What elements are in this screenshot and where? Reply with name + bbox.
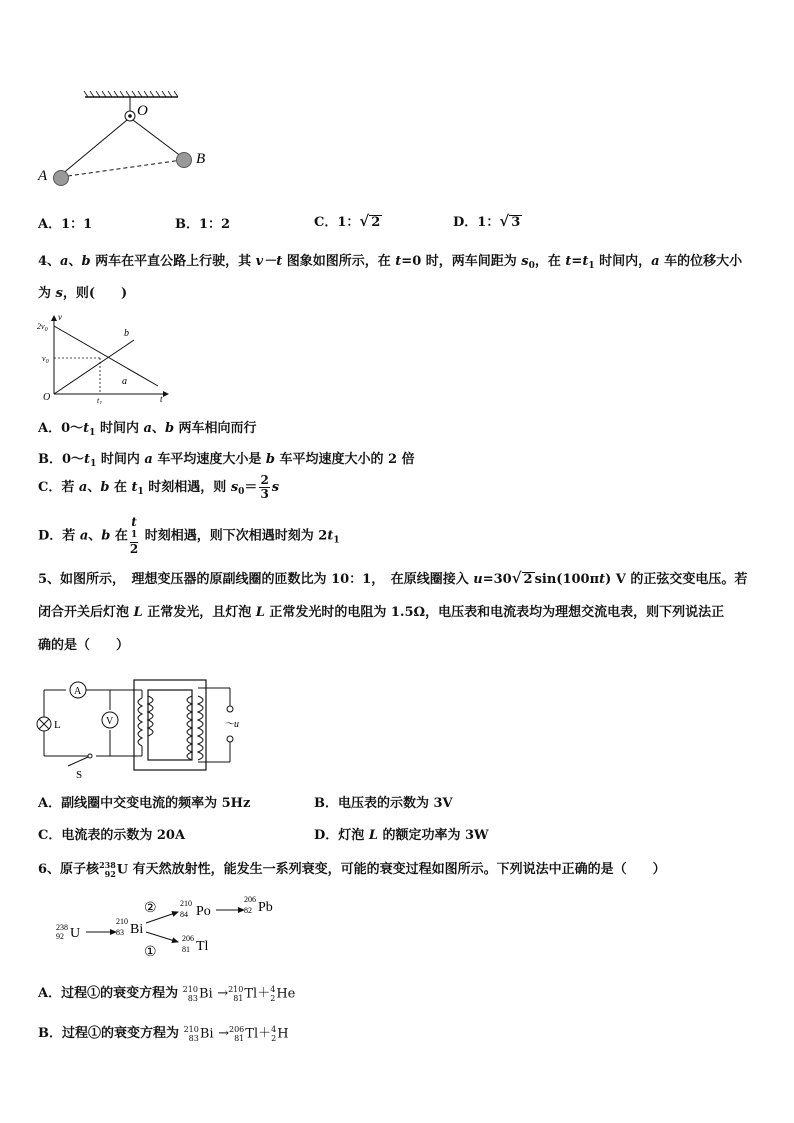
svg-text:84: 84 [180, 910, 188, 919]
tick-2v0: 2v [37, 322, 45, 331]
axis-v-label: v [58, 312, 62, 322]
q5-stem-line3: 确的是（ ） [38, 638, 130, 653]
label-line-a: a [122, 376, 127, 387]
q4-option-b[interactable]: B．$0\sim t_1$ 时间内 a 车平均速度大小是 b 车平均速度大小的 2 倍 [38, 452, 415, 469]
fraction-t1-2: t 1 2 [129, 515, 139, 556]
ball-b [177, 153, 192, 168]
label-b: B [196, 151, 206, 167]
svg-text:92: 92 [56, 932, 64, 941]
q5-transformer-circuit [34, 674, 254, 784]
q4-option-d[interactable]: D．若 a、b 在 t 1 2 时刻相遇，则下次相遇时刻为 $2t_1$ [38, 515, 340, 556]
svg-text:2v0: $2v_0$ [37, 322, 48, 333]
ball-a [54, 171, 69, 186]
source-label: ～u [224, 719, 239, 730]
label-o: O [137, 103, 148, 119]
tl-nucleus: Tl [196, 939, 209, 954]
q4-stem-line2: 为 s，则( ) [38, 286, 128, 301]
q6-option-a[interactable]: A．过程①的衰变方程为 210 83 Bi → 210 81 Tl＋ 4 2 He [38, 984, 296, 1003]
q6-stem: 6、原子核 238 92 U 有天然放射性，能发生一系列衰变，可能的衰变过程如图所示。下列说法中正确的是（ ） [38, 859, 666, 879]
q5-option-a[interactable]: A．副线圈中交变电流的频率为 5Hz [38, 796, 251, 811]
svg-text:206: 206 [182, 934, 194, 943]
step2-label: ② [144, 901, 157, 916]
svg-text:t1: $t_1$ [97, 396, 103, 404]
q6-option-b[interactable]: B．过程①的衰变方程为 210 83 Bi → 206 81 Tl＋ 4 2 H [38, 1024, 289, 1043]
q3-option-c-radicand: 2 [371, 215, 381, 230]
q4-option-c[interactable]: C．若 a、b 在 $t_1$ 时刻相遇，则 $s_0=$ $\frac{2}{3}$ s [38, 473, 280, 501]
q3-option-d-radicand: 3 [511, 215, 521, 230]
q5-option-c[interactable]: C．电流表的示数为 20A [38, 828, 186, 843]
q3-option-a[interactable]: A．1：1 [38, 217, 93, 232]
svg-text:206: 206 [244, 895, 256, 904]
po-nucleus: Po [196, 904, 211, 919]
svg-text:82: 82 [244, 906, 252, 915]
svg-text:S: S [76, 769, 83, 781]
q3-option-c[interactable]: C．1：√ 2 [314, 212, 381, 230]
tick-v0: v [42, 354, 46, 363]
step1-label: ① [144, 945, 157, 960]
svg-text:L: L [54, 719, 61, 731]
label-line-b: b [124, 328, 129, 339]
q5-option-b[interactable]: B．电压表的示数为 3V [314, 796, 453, 811]
line-a [54, 326, 158, 386]
svg-text:81: 81 [182, 945, 190, 954]
svg-text:V: V [106, 716, 114, 727]
bi-nucleus: Bi [130, 922, 144, 937]
origin-label: O [43, 392, 51, 403]
q3-option-d[interactable]: D．1：√ 3 [453, 212, 521, 230]
q4-stem-line1: 4、a、b 两车在平直公路上行驶，其 v－t 图象如图所示，在 t=0 时，两车间距为 $s_0$，在 $t=t_1$ 时间内，a 车的位移大小 [38, 254, 743, 271]
q6-decay-diagram [50, 890, 310, 960]
pendulum-figure [30, 85, 230, 195]
svg-text:v0: $v_0$ [42, 354, 49, 365]
q4-option-a[interactable]: A．$0\sim t_1$ 时间内 a、b 两车相向而行 [38, 421, 257, 438]
fraction-2-3: $\frac{2}{3}$ [260, 473, 269, 501]
pb-nucleus: Pb [258, 900, 273, 915]
q3-option-d-text: D．1： [453, 215, 500, 230]
q5-stem-line2: 闭合开关后灯泡 L 正常发光，且灯泡 L 正常发光时的电阻为 1.5Ω，电压表和电流表均为理想交流电表，则下列说法正 [38, 605, 725, 620]
tick-t1: t [97, 396, 100, 404]
svg-text:A: A [74, 686, 82, 697]
svg-text:210: 210 [116, 917, 128, 926]
q3-option-c-text: C．1： [314, 215, 360, 230]
switch-icon [68, 757, 88, 766]
q5-option-d[interactable]: D．灯泡 L 的额定功率为 3W [314, 828, 489, 843]
q4-vt-graph [34, 312, 174, 404]
u-nucleus: U [70, 926, 81, 941]
axis-t-label: t [160, 394, 163, 404]
svg-text:238: 238 [56, 923, 68, 932]
svg-text:210: 210 [180, 899, 192, 908]
svg-text:83: 83 [116, 928, 124, 937]
q3-option-b[interactable]: B．1：2 [175, 217, 231, 232]
q5-stem-line1: 5、如图所示， 理想变压器的原副线圈的匝数比为 10：1， 在原线圈接入 u=30√ 2 sin(100πt) V 的正弦交变电压。若 [38, 569, 748, 587]
label-a: A [38, 168, 48, 184]
